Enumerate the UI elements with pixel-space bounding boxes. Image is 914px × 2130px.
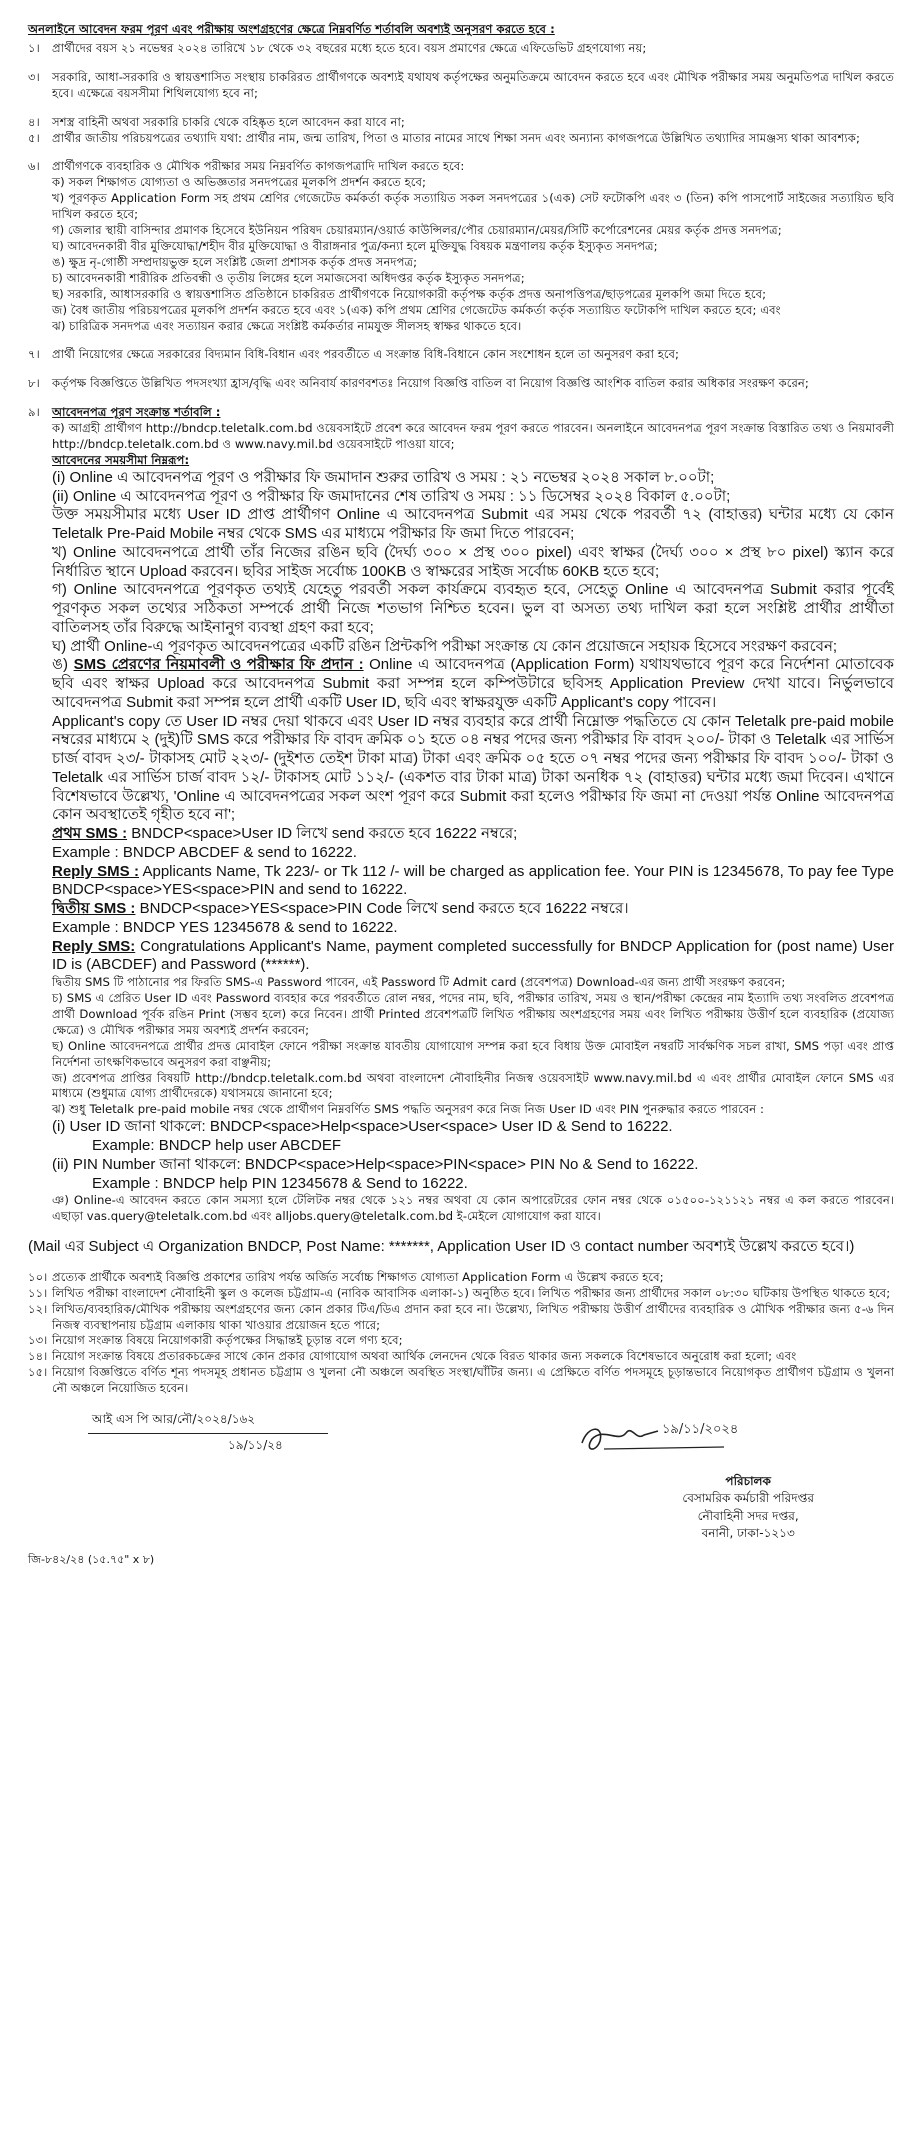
item-text: লিখিত পরীক্ষা বাংলাদেশ নৌবাহিনী স্কুল ও কলেজ চট্টগ্রাম-এ (নাবিক আবাসিক এলাকা-১) অনুষ্ঠিত হবে। লিখিত পরীক্ষার জন্য প্রার্থীদের সকাল ০৮:৩০ ঘটিকায় উপস্থিত থাকতে হবে; bbox=[52, 1285, 891, 1300]
sub-item: ঞ) Online-এ আবেদন করতে কোন সমস্যা হলে টেলিটক নম্বর থেকে ১২১ নম্বর অথবা যে কোন অপারেটরের ফোন নম্বর থেকে ০১৫০০-১২১১২১ নম্বর এ কল করতে পারবেন। এছাড়া vas.query@teletalk.com.bd এবং alljobs.query@teletalk.com.bd ই-মেইলে যোগাযোগ করা যাবে। bbox=[52, 1193, 894, 1224]
condition-6 bbox=[28, 159, 894, 334]
second-sms bbox=[52, 900, 894, 919]
sms-example: Example : BNDCP ABCDEF & send to 16222. bbox=[52, 843, 357, 861]
sms-text: BNDCP<space>User ID লিখে send করতে হবে 16222 নম্বরে; bbox=[127, 825, 518, 843]
item-text: নিয়োগ সংক্রান্ত বিষয়ে নিয়োগকারী কর্তৃপক্ষের সিদ্ধান্তই চূড়ান্ত বলে গণ্য হবে; bbox=[52, 1333, 403, 1348]
timeline-end: (ii) Online এ আবেদনপত্র পূরণ ও পরীক্ষার ফি জমাদানের শেষ তারিখ ও সময় : ১১ ডিসেম্বর ২০২৪ বিকাল ৫.০০টা; bbox=[52, 487, 731, 505]
sub-item: ঘ) আবেদনকারী বীর মুক্তিযোদ্ধা/শহীদ বীর মুক্তিযোদ্ধা ও বীরাঙ্গনার পুত্র/কন্যা হলে মুক্তিযুদ্ধ বিষয়ক মন্ত্রণালয় কর্তৃক ইস্যুকৃত সনদপত্র; bbox=[52, 238, 658, 253]
item-number: ১২। bbox=[28, 1301, 48, 1316]
sms-rules-text: Online এ আবেদনপত্র (Application Form) যথাযথভাবে পূরণ করে নির্দেশনা মোতাবেক ছবি এবং স্বাক্ষর Upload করে আবেদনপত্র Submit করা সম্পন্ন হলে কম্পিউটারে ছবিসহ Application Preview দেখা যাবে। নির্ভুলভাবে আবেদনপত্র Submit করা সম্পন্ন হলে প্রার্থী একটি User ID, ছবি এবং স্বাক্ষরযুক্ত একটি Applicant's copy পাবেন। bbox=[52, 656, 895, 711]
sms-text: BNDCP<space>YES<space>PIN Code লিখে send করতে হবে 16222 নম্বরে। bbox=[135, 900, 629, 918]
sub-label: ঙ) bbox=[52, 656, 74, 674]
item-number: ১৩। bbox=[28, 1333, 48, 1348]
condition-15 bbox=[28, 1365, 894, 1397]
section-title: আবেদনপত্র পূরণ সংক্রান্ত শর্তাবলি : bbox=[52, 405, 221, 420]
item-number: ৬। bbox=[28, 159, 40, 174]
sms-label: প্রথম SMS : bbox=[52, 825, 128, 843]
item-text: নিয়োগ বিজ্ঞপ্তিতে বর্ণিত শূন্য পদসমূহ প্রধানত চট্টগ্রাম ও খুলনা নৌ অঞ্চলে অবস্থিত সংস্থা/ঘাঁটির জন্য। এ প্রেক্ষিতে বর্ণিত পদসমূহে চূড়ান্তভাবে নিয়োগকৃত প্রার্থীগণ চট্টগ্রাম ও খুলনা নৌ অঞ্চলে নিয়োজিত হবেন। bbox=[52, 1365, 894, 1396]
signature-date: ১৯/১১/২০২৪ bbox=[662, 1422, 739, 1438]
condition-11 bbox=[28, 1286, 894, 1302]
item-number: ৮। bbox=[28, 376, 40, 391]
item-number: ৪। bbox=[28, 114, 40, 129]
item-number: ১০। bbox=[28, 1269, 48, 1284]
condition-9 bbox=[28, 405, 894, 1225]
signatory-org: নৌবাহিনী সদর দপ্তর, bbox=[697, 1508, 799, 1523]
reference-date: ১৯/১১/২৪ bbox=[228, 1438, 283, 1453]
recover-example: Example : BNDCP help PIN 12345678 & Send to 16222. bbox=[92, 1174, 468, 1192]
sms-text: Applicants Name, Tk 223/- or Tk 112 /- will be charged as application fee. Your PIN is 12345678, To pay fee Type BNDCP<space>YES<space>PIN and send to 16222. bbox=[52, 862, 894, 899]
reply-sms-2 bbox=[52, 938, 894, 976]
sub-item: গ) Online আবেদনপত্রে পূরণকৃত তথ্যই যেহেতু পরবর্তী সকল কার্যক্রমে ব্যবহৃত হবে, সেহেতু Online এ আবেদনপত্র Submit করার পূর্বেই পূরণকৃত সকল তথ্যের সঠিকতা সম্পর্কে প্রার্থী নিজে শতভাগ নিশ্চিত হবেন। ভুল বা অসত্য তথ্য দাখিল করা হলে সংশ্লিষ্ট প্রার্থীর প্রার্থীতা বাতিলসহ তাঁর বিরুদ্ধে আইনানুগ ব্যবস্থা গ্রহণ করা হবে; bbox=[52, 581, 894, 636]
condition-8 bbox=[28, 376, 894, 392]
sms-label: Reply SMS: bbox=[52, 937, 136, 955]
sub-item: ঝ) শুধু Teletalk pre-paid mobile নম্বর থেকে প্রার্থীগণ নিম্নবর্ণিত SMS পদ্ধতি অনুসরণ করে নিজ নিজ User ID এবং PIN পুনরুদ্ধার করতে পারবেন : bbox=[52, 1102, 764, 1117]
signatory-title: পরিচালক bbox=[725, 1474, 771, 1489]
item-text: প্রার্থীর জাতীয় পরিচয়পত্রের তথ্যাদি যথা: প্রার্থীর নাম, জন্ম তারিখ, পিতা ও মাতার নামের সাথে শিক্ষা সনদ এবং অন্যান্য কাগজপত্রে উল্লিখিত তথ্যাদির সামঞ্জস্য থাকা আবশ্যক; bbox=[52, 130, 860, 145]
sub-item: জ) প্রবেশপত্র প্রাপ্তির বিষয়টি http://bndcp.teletalk.com.bd অথবা বাংলাদেশ নৌবাহিনীর নিজস্ব ওয়েবসাইট www.navy.mil.bd এ এবং প্রার্থীর মোবাইল ফোনে SMS এর মাধ্যমে (শুধুমাত্র যোগ্য প্রার্থীদেরকে) যথাসময়ে জানানো হবে; bbox=[52, 1070, 894, 1101]
signatory-org: বেসামরিক কর্মচারী পরিদপ্তর bbox=[682, 1491, 814, 1506]
document-header: অনলাইনে আবেদন ফরম পূরণ এবং পরীক্ষায় অংশগ্রহণের ক্ষেত্রে নিম্নবর্ণিত শর্তাবলি অবশ্যই অনুসরণ করতে হবে : bbox=[28, 22, 555, 36]
recover-user-id: (i) User ID জানা থাকলে: BNDCP<space>Help<space>User<space> User ID & Send to 16222. bbox=[52, 1118, 673, 1136]
condition-13 bbox=[28, 1333, 894, 1349]
condition-7 bbox=[28, 347, 894, 363]
first-sms bbox=[52, 825, 894, 844]
timeline-title: আবেদনের সময়সীমা নিম্নরূপ: bbox=[52, 452, 190, 467]
sms-example: Example : BNDCP YES 12345678 & send to 16222. bbox=[52, 918, 398, 936]
item-text: প্রার্থীদের বয়স ২১ নভেম্বর ২০২৪ তারিখে ১৮ থেকে ৩২ বছরের মধ্যে হতে হবে। বয়স প্রমাণের ক্ষেত্রে এফিডেভিট গ্রহণযোগ্য নয়; bbox=[52, 40, 647, 55]
condition-12 bbox=[28, 1302, 894, 1334]
item-text: নিয়োগ সংক্রান্ত বিষয়ে প্রতারকচক্রের সাথে কোন প্রকার যোগাযোগ অথবা আর্থিক লেনদেন থেকে বিরত থাকার জন্য সকলকে বিশেষভাবে অনুরোধ করা হলো; এবং bbox=[52, 1349, 797, 1364]
condition-3 bbox=[28, 70, 894, 102]
sms-rules-title: SMS প্রেরণের নিয়মাবলী ও পরীক্ষার ফি প্রদান : bbox=[73, 656, 364, 674]
item-text: প্রার্থী নিয়োগের ক্ষেত্রে সরকারের বিদ্যমান বিধি-বিধান এবং পরবর্তীতে এ সংক্রান্ত বিধি-বিধানে কোন সংশোধন হলে তা অনুসরণ করা হবে; bbox=[52, 347, 679, 362]
item-number: ১৪। bbox=[28, 1349, 48, 1364]
mail-note: (Mail এর Subject এ Organization BNDCP, Post Name: *******, Application User ID ও contact number অবশ্যই উল্লেখ করতে হবে।) bbox=[28, 1238, 855, 1256]
reply-sms-1 bbox=[52, 863, 894, 901]
sub-item: খ) Online আবেদনপত্রে প্রার্থী তাঁর নিজের রঙিন ছবি (দৈর্ঘ্য ৩০০ × প্রস্থ ৩০০ pixel) এবং স্বাক্ষর (দৈর্ঘ্য ৩০০ × প্রস্থ ৮০ pixel) স্ক্যান করে নির্ধারিত স্থানে Upload করবেন। ছবির সাইজ সর্বোচ্চ 100KB ও স্বাক্ষরের সাইজ সর্বোচ্চ 60KB হতে হবে; bbox=[52, 543, 894, 580]
fee-text: Applicant's copy তে User ID নম্বর দেয়া থাকবে এবং User ID নম্বর ব্যবহার করে প্রার্থী নিম্নোক্ত পদ্ধতিতে যে কোন Teletalk pre-paid mobile নম্বরের মাধ্যমে ২ (দুই)টি SMS করে পরীক্ষার ফি বাবদ ক্রমিক ০১ হতে ০৪ নম্বর পদের জন্য পরীক্ষার ফি বাবদ ২০০/- টাকা ও Teletalk এর সার্ভিস চার্জ বাবদ ২৩/- টাকাসহ মোট ২২৩/- (দুইশত তেইশ টাকা মাত্র) টাকা এবং ক্রমিক ০৫ হতে ০৭ নম্বর পদের জন্য পরীক্ষার ফি বাবদ ১০০/- টাকা ও Teletalk এর সার্ভিস চার্জ বাবদ ১২/- টাকাসহ মোট ১১২/- (একশত বার টাকা মাত্র) টাকা অনধিক ৭২ (বাহাত্তর) ঘন্টার মধ্যে জমা দিবেন। এখানে বিশেষভাবে উল্লেখ্য, 'Online এ আবেদনপত্রের সকল অংশ পূরণ করে Submit করা হলেও পরীক্ষার ফি জমা না দেওয়া পর্যন্ত Online আবেদনপত্র কোন অবস্থাতেই গৃহীত হবে না'; bbox=[52, 712, 894, 824]
sub-item: ঙ) ক্ষুদ্র নৃ-গোষ্ঠী সম্প্রদায়ভুক্ত হলে সংশ্লিষ্ট জেলা প্রশাসক কর্তৃক প্রদত্ত সনদপত্র; bbox=[52, 254, 418, 269]
password-note: দ্বিতীয় SMS টি পাঠানোর পর ফিরতি SMS-এ Password পাবেন, এই Password টি Admit card (প্রবেশপত্র) Download-এর জন্য প্রার্থী সংরক্ষণ করবেন; bbox=[52, 975, 786, 990]
item-text: কর্তৃপক্ষ বিজ্ঞপ্তিতে উল্লিখিত পদসংখ্যা হ্রাস/বৃদ্ধি এবং অনিবার্য কারণবশতঃ নিয়োগ বিজ্ঞপ্তি বাতিল বা নিয়োগ বিজ্ঞপ্তি আংশিক বাতিল করার অধিকার সংরক্ষণ করেন; bbox=[52, 376, 809, 391]
item-text: লিখিত/ব্যবহারিক/মৌখিক পরীক্ষায় অংশগ্রহণের জন্য কোন প্রকার টিএ/ডিএ প্রদান করা হবে না। উল্লেখ্য, লিখিত পরীক্ষায় উত্তীর্ণ প্রার্থীদের ব্যবহারিক ও মৌখিক পরীক্ষার জন্য ৫-৬ দিন নিজস্ব ব্যবস্থাপনায় চট্টগ্রাম এলাকায় থাকা খাওয়ার প্রয়োজন হতে পারে; bbox=[52, 1301, 894, 1332]
timeline-start: (i) Online এ আবেদনপত্র পূরণ ও পরীক্ষার ফি জমাদান শুরুর তারিখ ও সময় : ২১ নভেম্বর ২০২৪ সকাল ৮.০০টা; bbox=[52, 468, 715, 486]
item-text: সরকারি, আধা-সরকারি ও স্বায়ত্তশাসিত সংস্থায় চাকরিরত প্রার্থীগণকে অবশ্যই যথাযথ কর্তৃপক্ষের অনুমতিক্রমে আবেদন করতে হবে এবং মৌখিক পরীক্ষার সময় অনুমতিপত্র দাখিল করতে হবে। এক্ষেত্রে বয়সসীমা শিথিলযোগ্য হবে না; bbox=[52, 69, 894, 100]
item-number: ৭। bbox=[28, 347, 40, 362]
reference-number: আই এস পি আর/নৌ/২০২৪/১৬২ bbox=[92, 1412, 256, 1427]
sub-item: ঘ) প্রার্থী Online-এ পূরণকৃত আবেদনপত্রের একটি রঙিন প্রিন্টকপি পরীক্ষা সংক্রান্ত যে কোন প্রয়োজনে সহায়ক হিসেবে সংরক্ষণ করবেন; bbox=[52, 637, 838, 655]
item-number: ৩। bbox=[28, 69, 40, 84]
sub-item: চ) আবেদনকারী শারীরিক প্রতিবন্ধী ও তৃতীয় লিঙ্গের হলে সমাজসেবা অধিদপ্তর কর্তৃক ইস্যুকৃত সনদপত্র; bbox=[52, 270, 525, 285]
condition-1 bbox=[28, 41, 894, 57]
document-footer bbox=[28, 1411, 894, 1571]
item-number: ৯। bbox=[28, 405, 40, 420]
item-number: ৫। bbox=[28, 130, 40, 145]
timeline-note: উক্ত সময়সীমার মধ্যে User ID প্রাপ্ত প্রার্থীগণ Online এ আবেদনপত্র Submit এর সময় থেকে পরবর্তী ৭২ (বাহাত্তর) ঘন্টার মধ্যে যে কোন Teletalk Pre-Paid Mobile নম্বর থেকে SMS এর মাধ্যমে পরীক্ষার ফি জমা দিতে পারবেন; bbox=[52, 506, 894, 543]
condition-10 bbox=[28, 1270, 894, 1286]
item-number: ১১। bbox=[28, 1285, 48, 1300]
sms-rules bbox=[52, 656, 894, 712]
sub-item: ক) আগ্রহী প্রার্থীগণ http://bndcp.teletalk.com.bd ওয়েবসাইটে প্রবেশ করে আবেদন ফরম পূরণ করতে পারবেন। অনলাইনে আবেদনপত্র পূরণ সংক্রান্ত বিস্তারিত তথ্য ও নিয়মাবলী http://bndcp.teletalk.com.bd ও www.navy.mil.bd ওয়েবসাইটে পাওয়া যাবে; bbox=[52, 421, 894, 452]
sms-label: Reply SMS : bbox=[52, 862, 139, 880]
condition-14 bbox=[28, 1349, 894, 1365]
conditions-document bbox=[28, 22, 894, 1571]
sub-item: ক) সকল শিক্ষাগত যোগ্যতা ও অভিজ্ঞতার সনদপত্রের মূলকপি প্রদর্শন করতে হবে; bbox=[52, 175, 426, 190]
condition-4 bbox=[28, 115, 894, 131]
sub-item: ছ) সরকারি, আধাসরকারি ও স্বায়ত্তশাসিত প্রতিষ্ঠানে চাকরিরত প্রার্থীগণকে নিয়োগকারী কর্তৃপক্ষ কর্তৃক প্রদত্ত অনাপত্তিপত্র/ছাড়পত্রের মূলকপি জমা দিতে হবে; bbox=[52, 286, 767, 301]
condition-5 bbox=[28, 131, 894, 147]
signature-image bbox=[574, 1403, 744, 1463]
item-text: সশস্ত্র বাহিনী অথবা সরকারি চাকরি থেকে বহিষ্কৃত হলে আবেদন করা যাবে না; bbox=[52, 114, 405, 129]
signatory-address: বনানী, ঢাকা-১২১৩ bbox=[701, 1526, 795, 1541]
recover-pin: (ii) PIN Number জানা থাকলে: BNDCP<space>Help<space>PIN<space> PIN No & Send to 16222. bbox=[52, 1155, 699, 1173]
item-number: ১। bbox=[28, 40, 40, 55]
sub-item: গ) জেলার স্থায়ী বাসিন্দার প্রমাণক হিসেবে ইউনিয়ন পরিষদ চেয়ারম্যান/ওয়ার্ড কাউন্সিলর/পৌর চেয়ারম্যান/মেয়র/সিটি কর্পোরেশনের মেয়র কর্তৃক প্রদত্ত সনদপত্র; bbox=[52, 223, 782, 238]
print-code: জি-৮৪২/২৪ (১৫.৭৫" x ৮) bbox=[28, 1553, 155, 1567]
item-number: ১৫। bbox=[28, 1365, 48, 1380]
sub-item: ছ) Online আবেদনপত্রে প্রার্থীর প্রদত্ত মোবাইল ফোনে পরীক্ষা সংক্রান্ত যাবতীয় যোগাযোগ সম্পন্ন করা হবে বিধায় উক্ত মোবাইল নম্বরটি সার্বক্ষণিক সচল রাখা, SMS পড়া এবং প্রাপ্ত নির্দেশনা তাৎক্ষণিকভাবে অনুসরণ করা বাঞ্ছনীয়; bbox=[52, 1038, 894, 1069]
sub-item: খ) পূরণকৃত Application Form সহ প্রথম শ্রেণির গেজেটেড কর্মকর্তা কর্তৃক সত্যায়িত সকল সনদপত্রের ১(এক) সেট ফটোকপি এবং ৩ (তিন) কপি পাসপোর্ট সাইজের সত্যায়িত ছবি দাখিল করতে হবে; bbox=[52, 191, 894, 222]
sms-label: দ্বিতীয় SMS : bbox=[52, 900, 136, 918]
item-text: প্রার্থীগণকে ব্যবহারিক ও মৌখিক পরীক্ষার সময় নিম্নবর্ণিত কাগজপত্রাদি দাখিল করতে হবে: bbox=[52, 159, 465, 174]
sub-item: চ) SMS এ প্রেরিত User ID এবং Password ব্যবহার করে পরবর্তীতে রোল নম্বর, পদের নাম, ছবি, পরীক্ষার তারিখ, সময় ও স্থান/পরীক্ষা কেন্দ্রের নাম ইত্যাদি তথ্য সংবলিত প্রবেশপত্র প্রার্থী Download পূর্বক রঙিন Print (সম্ভব হলে) করে নিবেন। প্রার্থী Printed প্রবেশপত্রটি লিখিত পরীক্ষায় অংশগ্রহণের সময় এবং লিখিত পরীক্ষায় উত্তীর্ণ হলে ব্যবহারিক (প্রযোজ্য ক্ষেত্রে) ও মৌখিক পরীক্ষার সময় অবশ্যই প্রদর্শন করবেন; bbox=[52, 991, 894, 1037]
sub-item: জ) বৈধ জাতীয় পরিচয়পত্রের মূলকপি প্রদর্শন করতে হবে এবং ১(এক) কপি প্রথম শ্রেণির গেজেটেড কর্মকর্তা কর্তৃক সত্যায়িত ফটোকপি দাখিল করতে হবে; এবং bbox=[52, 302, 781, 317]
reference-divider bbox=[88, 1433, 328, 1434]
signatory-block bbox=[682, 1473, 814, 1543]
sub-item: ঝ) চারিত্রিক সনদপত্র এবং সত্যায়ন করার ক্ষেত্রে সংশ্লিষ্ট কর্মকর্তার নামযুক্ত সীলসহ স্বাক্ষর থাকতে হবে। bbox=[52, 318, 522, 333]
item-text: প্রত্যেক প্রার্থীকে অবশ্যই বিজ্ঞপ্তি প্রকাশের তারিখ পর্যন্ত অর্জিত সর্বোচ্চ শিক্ষাগত যোগ্যতা Application Form এ উল্লেখ করতে হবে; bbox=[52, 1269, 664, 1284]
sms-text: Congratulations Applicant's Name, payment completed successfully for BNDCP Application for (post name) User ID is (ABCDEF) and Password (******). bbox=[52, 937, 895, 974]
recover-example: Example: BNDCP help user ABCDEF bbox=[92, 1137, 341, 1154]
